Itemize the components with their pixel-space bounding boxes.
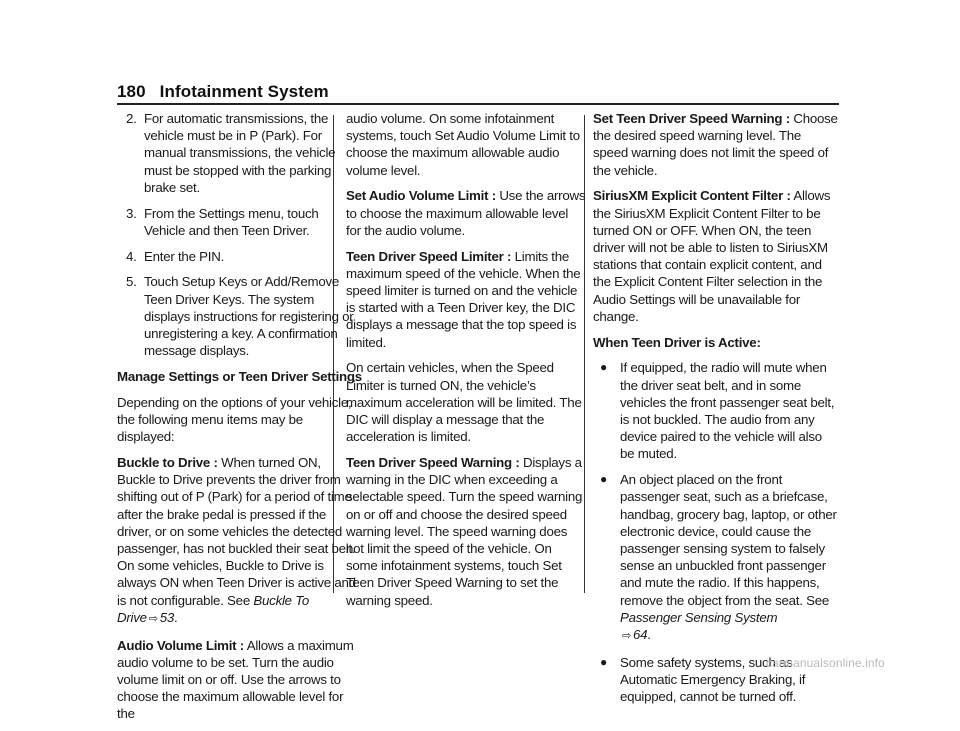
page-ref-arrow-icon: ⇨ bbox=[622, 630, 631, 643]
buckle-to-drive-term: Buckle to Drive : bbox=[117, 455, 218, 471]
step-number: 4. bbox=[126, 248, 137, 264]
page-header bbox=[117, 82, 329, 102]
step-text: From the Settings menu, touch Vehicle and then Teen Driver. bbox=[144, 205, 319, 238]
passenger-sensing-page-ref[interactable]: 64 bbox=[632, 627, 648, 643]
bullet-icon: ● bbox=[600, 360, 607, 375]
buckle-to-drive-page-ref[interactable]: 53 bbox=[159, 609, 175, 625]
speed-warning-paragraph bbox=[346, 454, 586, 609]
speed-warning-text: Displays a warning in the DIC when exceeding a selectable speed. Turn the speed warning on or off and choose the desired speed warning level. The speed warning does not limit the speed of the vehicle. On some infotainment systems, touch Set Teen Driver Speed Warning to set the warning speed. bbox=[346, 455, 583, 608]
buckle-to-drive-link[interactable]: Buckle To Drive bbox=[117, 592, 310, 625]
audio-volume-limit-paragraph bbox=[117, 637, 362, 723]
speed-limiter-term: Teen Driver Speed Limiter : bbox=[346, 248, 512, 264]
teen-driver-active-list bbox=[593, 359, 839, 705]
set-speed-warning-paragraph bbox=[593, 110, 839, 179]
set-audio-volume-limit-text: Use the arrows to choose the maximum allowable level for the audio volume. bbox=[346, 188, 586, 238]
column-1 bbox=[117, 110, 362, 731]
step-text: For automatic transmissions, the vehicle must be in P (Park). For manual transmissions, the vehicle must be stopped with the parking brake set. bbox=[144, 111, 336, 195]
list-item bbox=[593, 359, 839, 462]
speed-limiter-acceleration-paragraph: On certain vehicles, when the Speed Limiter is turned ON, the vehicle’s maximum acceleration will be limited. The DIC will display a message that the acceleration is limited. bbox=[346, 360, 582, 445]
buckle-to-drive-text: When turned ON, Buckle to Drive prevents the driver from shifting out of P (Park) for a period of time after the brake pedal is pressed if the driver, or on some vehicles the detected passenger, has not buckled their seat belt. On some vehicles, Buckle to Drive is always ON when Teen Driver is active and is not configurable. See bbox=[117, 455, 356, 608]
page-ref-arrow-icon: ⇨ bbox=[148, 612, 158, 625]
manage-settings-heading: Manage Settings or Teen Driver Settings bbox=[117, 369, 362, 385]
teen-driver-active-heading: When Teen Driver is Active: bbox=[593, 334, 761, 350]
passenger-sensing-link[interactable]: Passenger Sensing System bbox=[620, 609, 778, 625]
speed-limiter-paragraph bbox=[346, 248, 586, 351]
siriusxm-filter-paragraph bbox=[593, 187, 839, 325]
menu-intro-text: Depending on the options of your vehicle, the following menu items may be displayed: bbox=[117, 394, 352, 445]
list-item bbox=[117, 248, 362, 265]
set-audio-volume-limit-paragraph bbox=[346, 187, 586, 239]
page-number: 180 bbox=[117, 82, 146, 101]
list-item bbox=[117, 205, 362, 239]
list-item bbox=[117, 273, 362, 359]
step-number: 2. bbox=[126, 111, 137, 126]
watermark: carmanualsonline.info bbox=[766, 656, 885, 670]
siriusxm-filter-term: SiriusXM Explicit Content Filter : bbox=[593, 188, 791, 204]
bullet-icon: ● bbox=[600, 472, 607, 487]
speed-warning-term: Teen Driver Speed Warning : bbox=[346, 455, 520, 471]
list-item bbox=[117, 110, 362, 196]
step-text: Enter the PIN. bbox=[144, 248, 225, 264]
step-number: 3. bbox=[126, 205, 137, 221]
section-title: Infotainment System bbox=[159, 82, 329, 101]
bullet-text: If equipped, the radio will mute when the driver seat belt, and in some vehicles the front passenger seat belt, is not buckled. The audio from any device paired to the vehicle will also be muted. bbox=[620, 360, 835, 462]
step-number: 5. bbox=[126, 274, 137, 290]
set-audio-volume-limit-term: Set Audio Volume Limit : bbox=[346, 188, 496, 204]
buckle-to-drive-paragraph: Buckle to Drive : When turned ON, Buckle to Drive prevents the driver from shifting out of P (Park) for a period of time after the brake pedal is pressed if the driver, or on some vehicles the detected passenger, has not buckled their seat belt. On some vehicles, Buckle to Drive is always ON when Teen Driver is active and is not configurable. See Buckle To Drive ⇨ 53. bbox=[117, 455, 356, 625]
audio-volume-limit-text: Allows a maximum audio volume to be set. Turn the audio volume limit on or off. Use the arrows to choose the maximum allowable level for the bbox=[117, 637, 354, 722]
set-speed-warning-text: Choose the desired speed warning level. The speed warning does not limit the speed of the vehicle. bbox=[593, 111, 838, 178]
speed-limiter-text: Limits the maximum speed of the vehicle. When the speed limiter is turned on and the vehicle is started with a Teen Driver key, the DIC displays a message that the top speed is limited. bbox=[346, 248, 581, 350]
list-item: ● An object placed on the front passenger seat, such as a briefcase, handbag, grocery bag, laptop, or other electronic device, could cause the passenger sensing system to falsely sense an unbuckled front passenger and mute the radio. If this happens, remove the object from the seat. See Passenger Sensing System ⇨ 64. bbox=[600, 472, 837, 643]
audio-volume-limit-term: Audio Volume Limit : bbox=[117, 637, 244, 653]
setup-steps-list bbox=[117, 110, 362, 359]
header-rule bbox=[117, 103, 839, 105]
step-text: Touch Setup Keys or Add/Remove Teen Driver Keys. The system displays instructions for registering or unregistering a key. A confirmation message displays. bbox=[144, 274, 354, 359]
bullet-icon: ● bbox=[600, 654, 607, 669]
siriusxm-filter-text: Allows the SiriusXM Explicit Content Filter to be turned ON or OFF. When ON, the teen driver will not be able to listen to SiriusXM stations that contain explicit content, and the Explicit Content Filter selection in the Audio Settings will be unavailable for change. bbox=[593, 188, 831, 324]
bullet-text: An object placed on the front passenger seat, such as a briefcase, handbag, grocery bag, laptop, or other electronic device, could cause the passenger sensing system to falsely sense an unbuckled front passenger and mute the radio. If this happens, remove the object from the seat. See bbox=[620, 472, 837, 608]
audio-volume-limit-continued: audio volume. On some infotainment systems, touch Set Audio Volume Limit to choose the maximum allowable audio volume level. bbox=[346, 111, 580, 178]
bullet-text: Some safety systems, such as Automatic Emergency Braking, if equipped, cannot be turned off. bbox=[620, 654, 806, 705]
column-3 bbox=[593, 110, 839, 714]
set-speed-warning-term: Set Teen Driver Speed Warning : bbox=[593, 111, 790, 126]
column-2 bbox=[346, 110, 586, 617]
